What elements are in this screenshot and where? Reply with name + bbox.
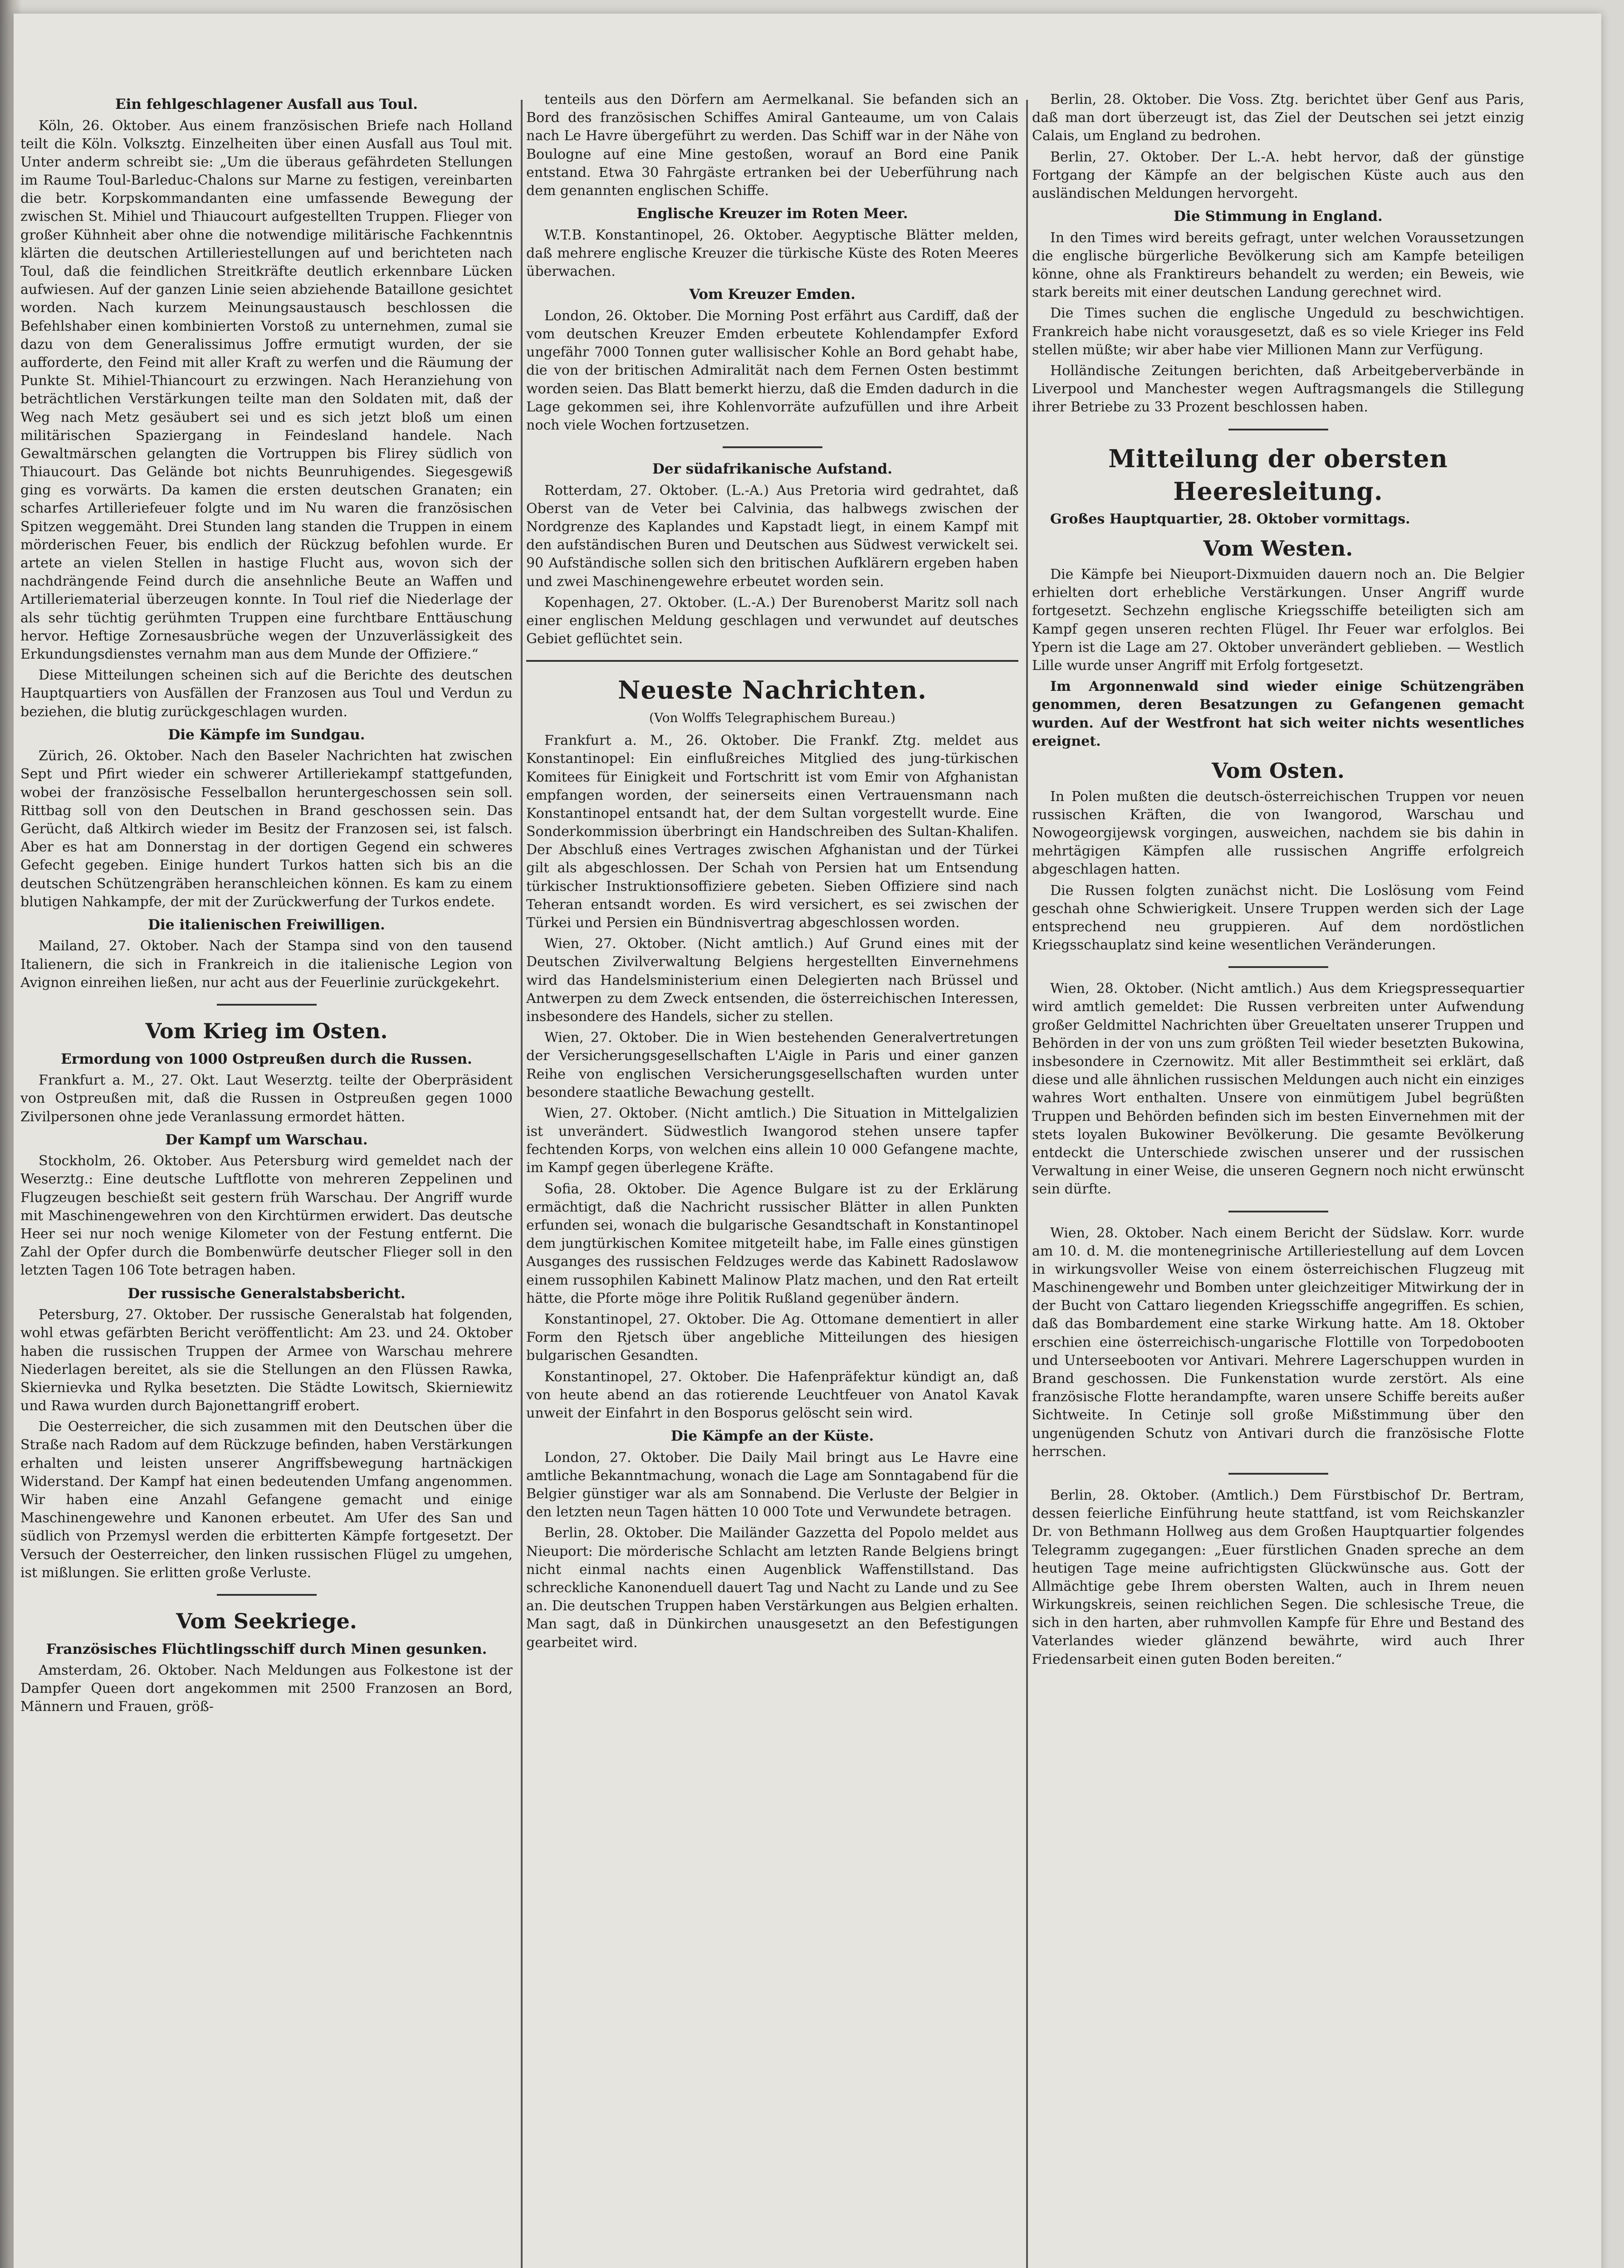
article-paragraph: Diese Mitteilungen scheinen sich auf die Berichte des deutschen Hauptquartiers von Ausfällen der Franzosen aus Toul und Verdun zu beziehen, die blutig zurückgeschlagen wurden. <box>20 667 513 720</box>
section-title: Neueste Nachrichten. <box>618 675 927 705</box>
article-paragraph: Köln, 26. Oktober. Aus einem französischen Briefe nach Holland teilt die Köln. Volksztg. Einzelheiten über einen Ausfall aus Toul mit. Unter anderm schreibt sie: „Um die überaus gefährdeten Stellungen im Raume Toul-Barleduc-Chalons sur Marne zu festigen, vereinbarten die betr. Korpskommandanten eine umfassende Bewegung der zwischen St. Mihiel und Thiaucourt aufgestellten Truppen. Flieger von großer Kühnheit aber ohne die notwendige militärische Fachkenntnis klärten die deutschen Artilleriestellungen auf und berichteten nach Toul, daß die feindlichen Streitkräfte deutlich erkennbare Lücken aufwiesen. Auf der ganzen Linie seien abziehende Bataillone gesichtet worden. Nach kurzem Meinungsaustausch beschlossen die Befehlshaber einen kombinierten Vorstoß zu unternehmen, zumal sie dazu von dem Generalissimus Joffre ermutigt wurden, der sie aufforderte, den Feind mit aller Kraft zu werfen und die Räumung der Punkte St. Mihiel-Thiancourt zu erzwingen. Nach Heranziehung von beträchtlichen Verstärkungen teilte man den Soldaten mit, daß der Weg nach Metz gesäubert sei und es sich jetzt bloß um einen militärischen Spaziergang in Feindesland handele. Nach Gewaltmärschen gelangten die Vortruppen bis Flirey südlich von Thiaucourt. Das Gelände bot nichts Beunruhigendes. Siegesgewiß ging es vorwärts. Da kamen die ersten deutschen Granaten; ein scharfes Artilleriefeuer folgte und im Nu waren die französischen Spitzen weggemäht. Drei Stunden lang standen die Truppen in einem mörderischen Feuer, bis endlich der Rückzug befohlen wurde. Er artete an vielen Stellen in hastige Flucht aus, wovon sich der nachdrängende Feind durch die ansehnliche Beute an Waffen und Artilleriematerial überzeugen konnte. In Toul rief die Niederlage der als sehr tüchtig gerühmten Truppen eine furchtbare Enttäuschung hervor. Heftige Zornesausbrüche wegen der Unzuverlässigkeit des Erkundungsdienstes vernahm man aus dem Munde der Offiziere.“ <box>20 117 513 662</box>
article-paragraph: Die Times suchen die englische Ungeduld zu beschwichtigen. Frankreich habe nicht vorausgesetzt, daß es so viele Krieger ins Feld stellen müßte; wir aber habe vier Millionen Mann zur Verfügung. <box>1032 305 1524 358</box>
article-paragraph: Berlin, 28. Oktober. (Amtlich.) Dem Fürstbischof Dr. Bertram, dessen feierliche Einführung heute stattfand, ist vom Reichskanzler Dr. von Bethmann Hollweg aus dem Großen Hauptquartier folgendes Telegramm zugegangen: „Euer fürstlichen Gnaden spreche an dem heutigen Tage meine aufrichtigsten Glückwünsche aus. Gott der Allmächtige gebe Ihrem obersten Walten, auch in Ihrem neuen Wirkungskreis, seinen reichlichen Segen. Die schlesische Treue, die sich in den harten, aber ruhmvollen Kampfe für Ehre und Bestand des Vaterlandes wieder glänzend bewährte, wird auch Ihrer Friedensarbeit einen guten Boden bereiten.“ <box>1032 1487 1524 1667</box>
divider <box>217 1594 317 1596</box>
article-paragraph: Frankfurt a. M., 27. Okt. Laut Weserztg. teilte der Oberpräsident von Ostpreußen mit, daß die Russen in Ostpreußen gegen 1000 Zivilpersonen ohne jede Veranlassung ermordet hätten. <box>20 1072 513 1125</box>
headline: Französisches Flüchtlingsschiff durch Minen gesunken. <box>46 1641 487 1657</box>
article-paragraph: Kopenhagen, 27. Oktober. (L.-A.) Der Burenoberst Maritz soll nach einer englischen Meldung geschlagen und verwundet auf deutsches Gebiet geflüchtet sein. <box>526 594 1018 647</box>
headline: Die Stimmung in England. <box>1174 208 1383 225</box>
article-paragraph: Die Oesterreicher, die sich zusammen mit den Deutschen über die Straße nach Radom auf dem Rückzuge befinden, haben Verstärkungen erhalten und leisten unserer Angriffsbewegung hartnäckigen Widerstand. Der Kampf hat einen bedeutenden Umfang angenommen. Wir haben eine Anzahl Gefangene gemacht und einige Maschinengewehre und Kanonen erbeutet. Am Ufer des San und südlich von Przemysl werden die erbitterten Kämpfe fortgesetzt. Der Versuch der Oesterreicher, den linken russischen Flügel zu umgehen, ist mißlungen. Sie erlitten große Verluste. <box>20 1419 513 1581</box>
article-paragraph: Wien, 27. Oktober. Die in Wien bestehenden Generalvertretungen der Versicherungsgesellschaften L'Aigle in Paris und einer ganzen Reihe von englischen Versicherungsgesellschaften wurden unter besondere staatliche Bewachung gestellt. <box>526 1030 1018 1100</box>
section-title: Vom Osten. <box>1212 758 1345 783</box>
article-paragraph: Berlin, 28. Oktober. Die Voss. Ztg. berichtet über Genf aus Paris, daß man dort überzeugt ist, das Ziel der Deutschen sei jetzt einzig Calais, um England zu bedrohen. <box>1032 92 1524 144</box>
divider <box>1228 966 1328 968</box>
divider <box>1228 1473 1328 1475</box>
article-paragraph: London, 27. Oktober. Die Daily Mail bringt aus Le Havre eine amtliche Bekanntmachung, wonach die Lage am Sonntagabend für die Belgier günstiger war als am Sonnabend. Die Verluste der Belgier in den letzten neun Tagen hätten 10 000 Tote und Verwundete betragen. <box>526 1449 1018 1520</box>
divider <box>723 446 822 448</box>
article-paragraph: London, 26. Oktober. Die Morning Post erfährt aus Cardiff, daß der vom deutschen Kreuzer Emden erbeutete Kohlendampfer Exford ungefähr 7000 Tonnen guter wallisischer Kohle an Bord gehabt habe, die von der britischen Admiralität nach dem Fernen Osten bestimmt worden seien. Das Blatt bemerkt hierzu, daß die Emden dadurch in die Lage gekommen sei, ihre Kohlenvorräte aufzufüllen und ihre Arbeit noch viele Wochen fortzusetzen. <box>526 308 1018 433</box>
article-paragraph: Petersburg, 27. Oktober. Der russische Generalstab hat folgenden, wohl etwas gefärbten Bericht veröffentlicht: Am 23. und 24. Oktober haben die russischen Truppen der Armee von Warschau mehrere Niederlagen bereitet, als sie die Stellungen an den Flüssen Rawka, Skiernievka und Rylka besetzten. Die Städte Lowitsch, Skierniewitz und Rawa wurden durch Bajonettangriff erobert. <box>20 1307 513 1414</box>
headline: Der russische Generalstabsbericht. <box>127 1285 406 1302</box>
article-paragraph: Im Argonnenwald sind wieder einige Schützengräben genommen, deren Besatzungen zu Gefangenen gemacht wurden. Auf der Westfront hat sich weiter nichts wesentliches ereignet. <box>1032 679 1524 749</box>
article-paragraph: Wien, 28. Oktober. (Nicht amtlich.) Aus dem Kriegspressequartier wird amtlich gemeldet: Die Russen verbreiten unter Aufwendung großer Geldmittel Nachrichten über Greueltaten unserer Truppen und Behörden in der von uns zum größten Teil wieder besetzten Bukowina, insbesondere in Czernowitz. Mit aller Bestimmtheit sei erklärt, daß diese und alle ähnlichen russischen Meldungen auch nicht ein einziges wahres Wort enthalten. Unsere von einmütigem Jubel begrüßten Truppen und Behörden befinden sich im besten Einvernehmen mit der stets loyalen Bukowiner Bevölkerung. Die gesamte Bevölkerung entdeckt die Unterschiede zwischen unserer und der russischen Verwaltung in einer Weise, die unseren Gegnern noch nicht erwünscht sein dürfte. <box>1032 981 1524 1198</box>
headline: Der Kampf um Warschau. <box>165 1131 368 1148</box>
headline: Der südafrikanische Aufstand. <box>652 461 892 478</box>
column-rule <box>521 100 523 2268</box>
article-paragraph: W.T.B. Konstantinopel, 26. Oktober. Aegyptische Blätter melden, daß mehrere englische Kreuzer die türkische Küste des Roten Meeres überwachen. <box>526 227 1018 280</box>
column-3 <box>1032 91 1524 1672</box>
headline: Vom Kreuzer Emden. <box>689 286 856 303</box>
dateline: Großes Hauptquartier, 28. Oktober vormittags. <box>1050 511 1410 528</box>
headline: Die italienischen Freiwilligen. <box>148 916 385 933</box>
article-paragraph: Wien, 28. Oktober. Nach einem Bericht der Südslaw. Korr. wurde am 10. d. M. die montenegrinische Artilleriestellung auf dem Lovcen in wirkungsvoller Weise von einem österreichischen Flugzeug mit Maschinengewehr und Bomben unter gleichzeitiger Mitwirkung der in der Bucht von Cattaro liegenden Kriegsschiffe angegriffen. Es schien, daß das Bombardement eine starke Wirkung hatte. Am 18. Oktober erschien eine österreichisch-ungarische Flottille von Torpedobooten und Unterseebooten vor Antivari. Mehrere Lagerschuppen wurden in Brand geschossen. Die Funkenstation wurde zerstört. Als eine französische Flotte herandampfte, waren unsere Schiffe bereits außer Sichtweite. In Cetinje soll große Mißstimmung über den ungenügenden Schutz von Antivari durch die französische Flotte herrschen. <box>1032 1225 1524 1460</box>
article-paragraph: tenteils aus den Dörfern am Aermelkanal. Sie befanden sich an Bord des französischen Schiffes Amiral Ganteaume, um von Calais nach Le Havre übergeführt zu werden. Das Schiff war in der Nähe von Boulogne auf eine Mine gestoßen, worauf an Bord eine Panik entstand. Etwa 30 Fahrgäste ertranken bei der Ueberführung nach dem genannten englischen Schiffe. <box>526 92 1018 199</box>
article-paragraph: Wien, 27. Oktober. (Nicht amtlich.) Auf Grund eines mit der Deutschen Zivilverwaltung Belgiens hergestellten Einvernehmens wird das Handelsministerium einen Delegierten nach Brüssel und Antwerpen zu dem Zweck entsenden, die österreichischen Interessen, insbesondere des Handels, sicher zu stellen. <box>526 936 1018 1025</box>
article-paragraph: Wien, 27. Oktober. (Nicht amtlich.) Die Situation in Mittelgalizien ist unverändert. Südwestlich Iwangorod stehen unsere tapfer fechtenden Korps, von welchen eins allein 10 000 Gefangene machte, im Kampf gegen überlegene Kräfte. <box>526 1105 1018 1176</box>
headline: Ermordung von 1000 Ostpreußen durch die Russen. <box>61 1051 472 1067</box>
source-note: (Von Wolffs Telegraphischem Bureau.) <box>649 710 895 725</box>
article-paragraph: Die Russen folgten zunächst nicht. Die Loslösung vom Feind geschah ohne Schwierigkeit. Unsere Truppen werden sich der Lage entsprechend neu gruppieren. Auf dem nordöstlichen Kriegsschauplatz sind keine wesentlichen Veränderungen. <box>1032 882 1524 953</box>
article-paragraph: Berlin, 28. Oktober. Die Mailänder Gazzetta del Popolo meldet aus Nieuport: Die mörderische Schlacht am letzten Rande Belgiens bringt nicht einmal nachts einen Augenblick Waffenstillstand. Das schreckliche Kanonenduell dauert Tag und Nacht zu Lande und zu See an. Die deutschen Truppen haben Verstärkungen aus Belgien erhalten. Man sagt, daß in Dünkirchen unausgesetzt an den Befestigungen gearbeitet wird. <box>526 1525 1018 1651</box>
divider <box>526 660 1018 662</box>
article-paragraph: Zürich, 26. Oktober. Nach den Baseler Nachrichten hat zwischen Sept und Pfirt wieder ein schwerer Artilleriekampf stattgefunden, wobei der französische Fesselballon heruntergeschossen sein soll. Rittbag soll von den Deutschen in Brand geschossen sein. Das Gerücht, daß Altkirch wieder im Besitz der Franzosen sei, ist falsch. Aber es hat am Donnerstag in der dortigen Gegend ein schweres Gefecht gegeben. Einige hundert Turkos hatten sich bis an die deutschen Schützengräben heranschleichen können. Es kam zu einem blutigen Nahkampfe, der mit der Zurückwerfung der Turkos endete. <box>20 748 513 910</box>
article-paragraph: In Polen mußten die deutsch-österreichischen Truppen vor neuen russischen Kräften, die von Iwangorod, Warschau und Nowogeorgijewsk vorgingen, ausweichen, nachdem sie bis dahin in mehrtägigen Kämpfen alle russischen Angriffe erfolgreich abgeschlagen hatten. <box>1032 788 1524 878</box>
section-title: Vom Krieg im Osten. <box>145 1019 388 1044</box>
divider <box>1228 429 1328 430</box>
article-paragraph: Holländische Zeitungen berichten, daß Arbeitgeberverbände in Liverpool und Manchester wegen Auftragsmangels die Stillegung ihrer Betriebe zu 33 Prozent beschlossen haben. <box>1032 362 1524 415</box>
article-paragraph: Frankfurt a. M., 26. Oktober. Die Frankf. Ztg. meldet aus Konstantinopel: Ein einflußreiches Mitglied des jung-türkischen Komitees für Einigkeit und Fortschritt ist vom Emir von Afghanistan empfangen worden, der seinerseits einen Vertrauensmann nach Konstantinopel entsandt hat, der dem Sultan vorgestellt wurde. Eine Sonderkommission überbringt ein Handschreiben des Sultan-Khalifen. Der Abschluß eines Vertrages zwischen Afghanistan und der Türkei gilt als abgeschlossen. Der Schah von Persien hat um Entsendung türkischer Instruktionsoffiziere gebeten. Sieben Offiziere sind nach Teheran entsandt worden. Es wird versichert, es sei zwischen der Türkei und Persien ein Bündnisvertrag abgeschlossen worden. <box>526 733 1018 931</box>
section-title: Vom Seekriege. <box>176 1608 357 1633</box>
section-title: Mitteilung der obersten Heeresleitung. <box>1108 444 1448 506</box>
article-paragraph: In den Times wird bereits gefragt, unter welchen Voraussetzungen die englische bürgerliche Bevölkerung sich am Kampfe beteiligen könne, ohne als Franktireurs behandelt zu werden; ein Beweis, wie stark bereits mit einer deutschen Landung gerechnet wird. <box>1032 230 1524 301</box>
headline: Englische Kreuzer im Roten Meer. <box>636 205 908 222</box>
column-1 <box>20 91 513 1719</box>
article-paragraph: Konstantinopel, 27. Oktober. Die Hafenpräfektur kündigt an, daß von heute abend an das rotierende Leuchtfeuer von Anatol Kavak unweit der Einfahrt in den Bosporus gelöscht sein wird. <box>526 1369 1018 1421</box>
divider <box>217 1004 317 1006</box>
article-paragraph: Mailand, 27. Oktober. Nach der Stampa sind von den tausend Italienern, die sich in Frankreich in die italienische Legion von Avignon einreihen ließen, nur acht aus der Feuerlinie zurückgekehrt. <box>20 938 513 991</box>
newspaper-page <box>14 14 1601 2268</box>
column-rule <box>1026 100 1028 2268</box>
article-paragraph: Stockholm, 26. Oktober. Aus Petersburg wird gemeldet nach der Weserztg.: Eine deutsche Luftflotte von mehreren Zeppelinen und Flugzeugen beschießt seit gestern früh Warschau. Der Angriff wurde mit Maschinengewehren von den Kirchtürmen erwidert. Das deutsche Heer sei nur noch wenige Kilometer von der Festung entfernt. Die Zahl der Opfer durch die Bombenwürfe deutscher Flieger soll in den letzten Tagen 106 Tote betragen haben. <box>20 1153 513 1279</box>
article-paragraph: Sofia, 28. Oktober. Die Agence Bulgare ist zu der Erklärung ermächtigt, daß die Nachricht russischer Blätter in allen Punkten erfunden sei, wonach die bulgarische Gesandtschaft in Konstantinopel dem jungtürkischen Komitee mitgeteilt habe, im Falle eines günstigen Ausganges des russischen Feldzuges werde das Kabinett Radoslawow einem russophilen Kabinett Malinow Platz machen, und den Rat erteilt hätte, die Pforte möge ihre Politik Rußland gegenüber ändern. <box>526 1181 1018 1306</box>
headline: Die Kämpfe im Sundgau. <box>168 726 365 743</box>
headline: Ein fehlgeschlagener Ausfall aus Toul. <box>115 96 418 112</box>
article-paragraph: Die Kämpfe bei Nieuport-Dixmuiden dauern noch an. Die Belgier erhielten dort erhebliche Verstärkungen. Unser Angriff wurde fortgesetzt. Sechzehn englische Kriegsschiffe beteiligten sich am Kampf gegen unseren rechten Flügel. Ihr Feuer war erfolglos. Bei Ypern ist die Lage am 27. Oktober unverändert geblieben. — Westlich Lille wurde unser Angriff mit Erfolg fortgesetzt. <box>1032 567 1524 674</box>
headline: Die Kämpfe an der Küste. <box>670 1428 874 1445</box>
article-paragraph: Berlin, 27. Oktober. Der L.-A. hebt hervor, daß der günstige Fortgang der Kämpfe an der belgischen Küste auch aus den ausländischen Meldungen hervorgeht. <box>1032 149 1524 201</box>
column-2 <box>526 91 1018 1655</box>
section-title: Vom Westen. <box>1203 536 1353 561</box>
divider <box>1228 1211 1328 1212</box>
article-paragraph: Rotterdam, 27. Oktober. (L.-A.) Aus Pretoria wird gedrahtet, daß Oberst van de Veter bei Calvinia, das halbwegs zwischen der Nordgrenze des Kaplandes und Kapstadt liegt, in einem Kampf mit den aufständischen Buren und Deutschen aus Südwest verwickelt sei. 90 Aufständische sollen sich den britischen Aufklärern ergeben haben und zwei Maschinengewehre erbeutet worden sein. <box>526 482 1018 590</box>
article-paragraph: Amsterdam, 26. Oktober. Nach Meldungen aus Folkestone ist der Dampfer Queen dort angekommen mit 2500 Franzosen an Bord, Männern und Frauen, größ- <box>20 1662 513 1715</box>
article-paragraph: Konstantinopel, 27. Oktober. Die Ag. Ottomane dementiert in aller Form den Rjetsch über angebliche Mitteilungen des hiesigen bulgarischen Gesandten. <box>526 1311 1018 1364</box>
